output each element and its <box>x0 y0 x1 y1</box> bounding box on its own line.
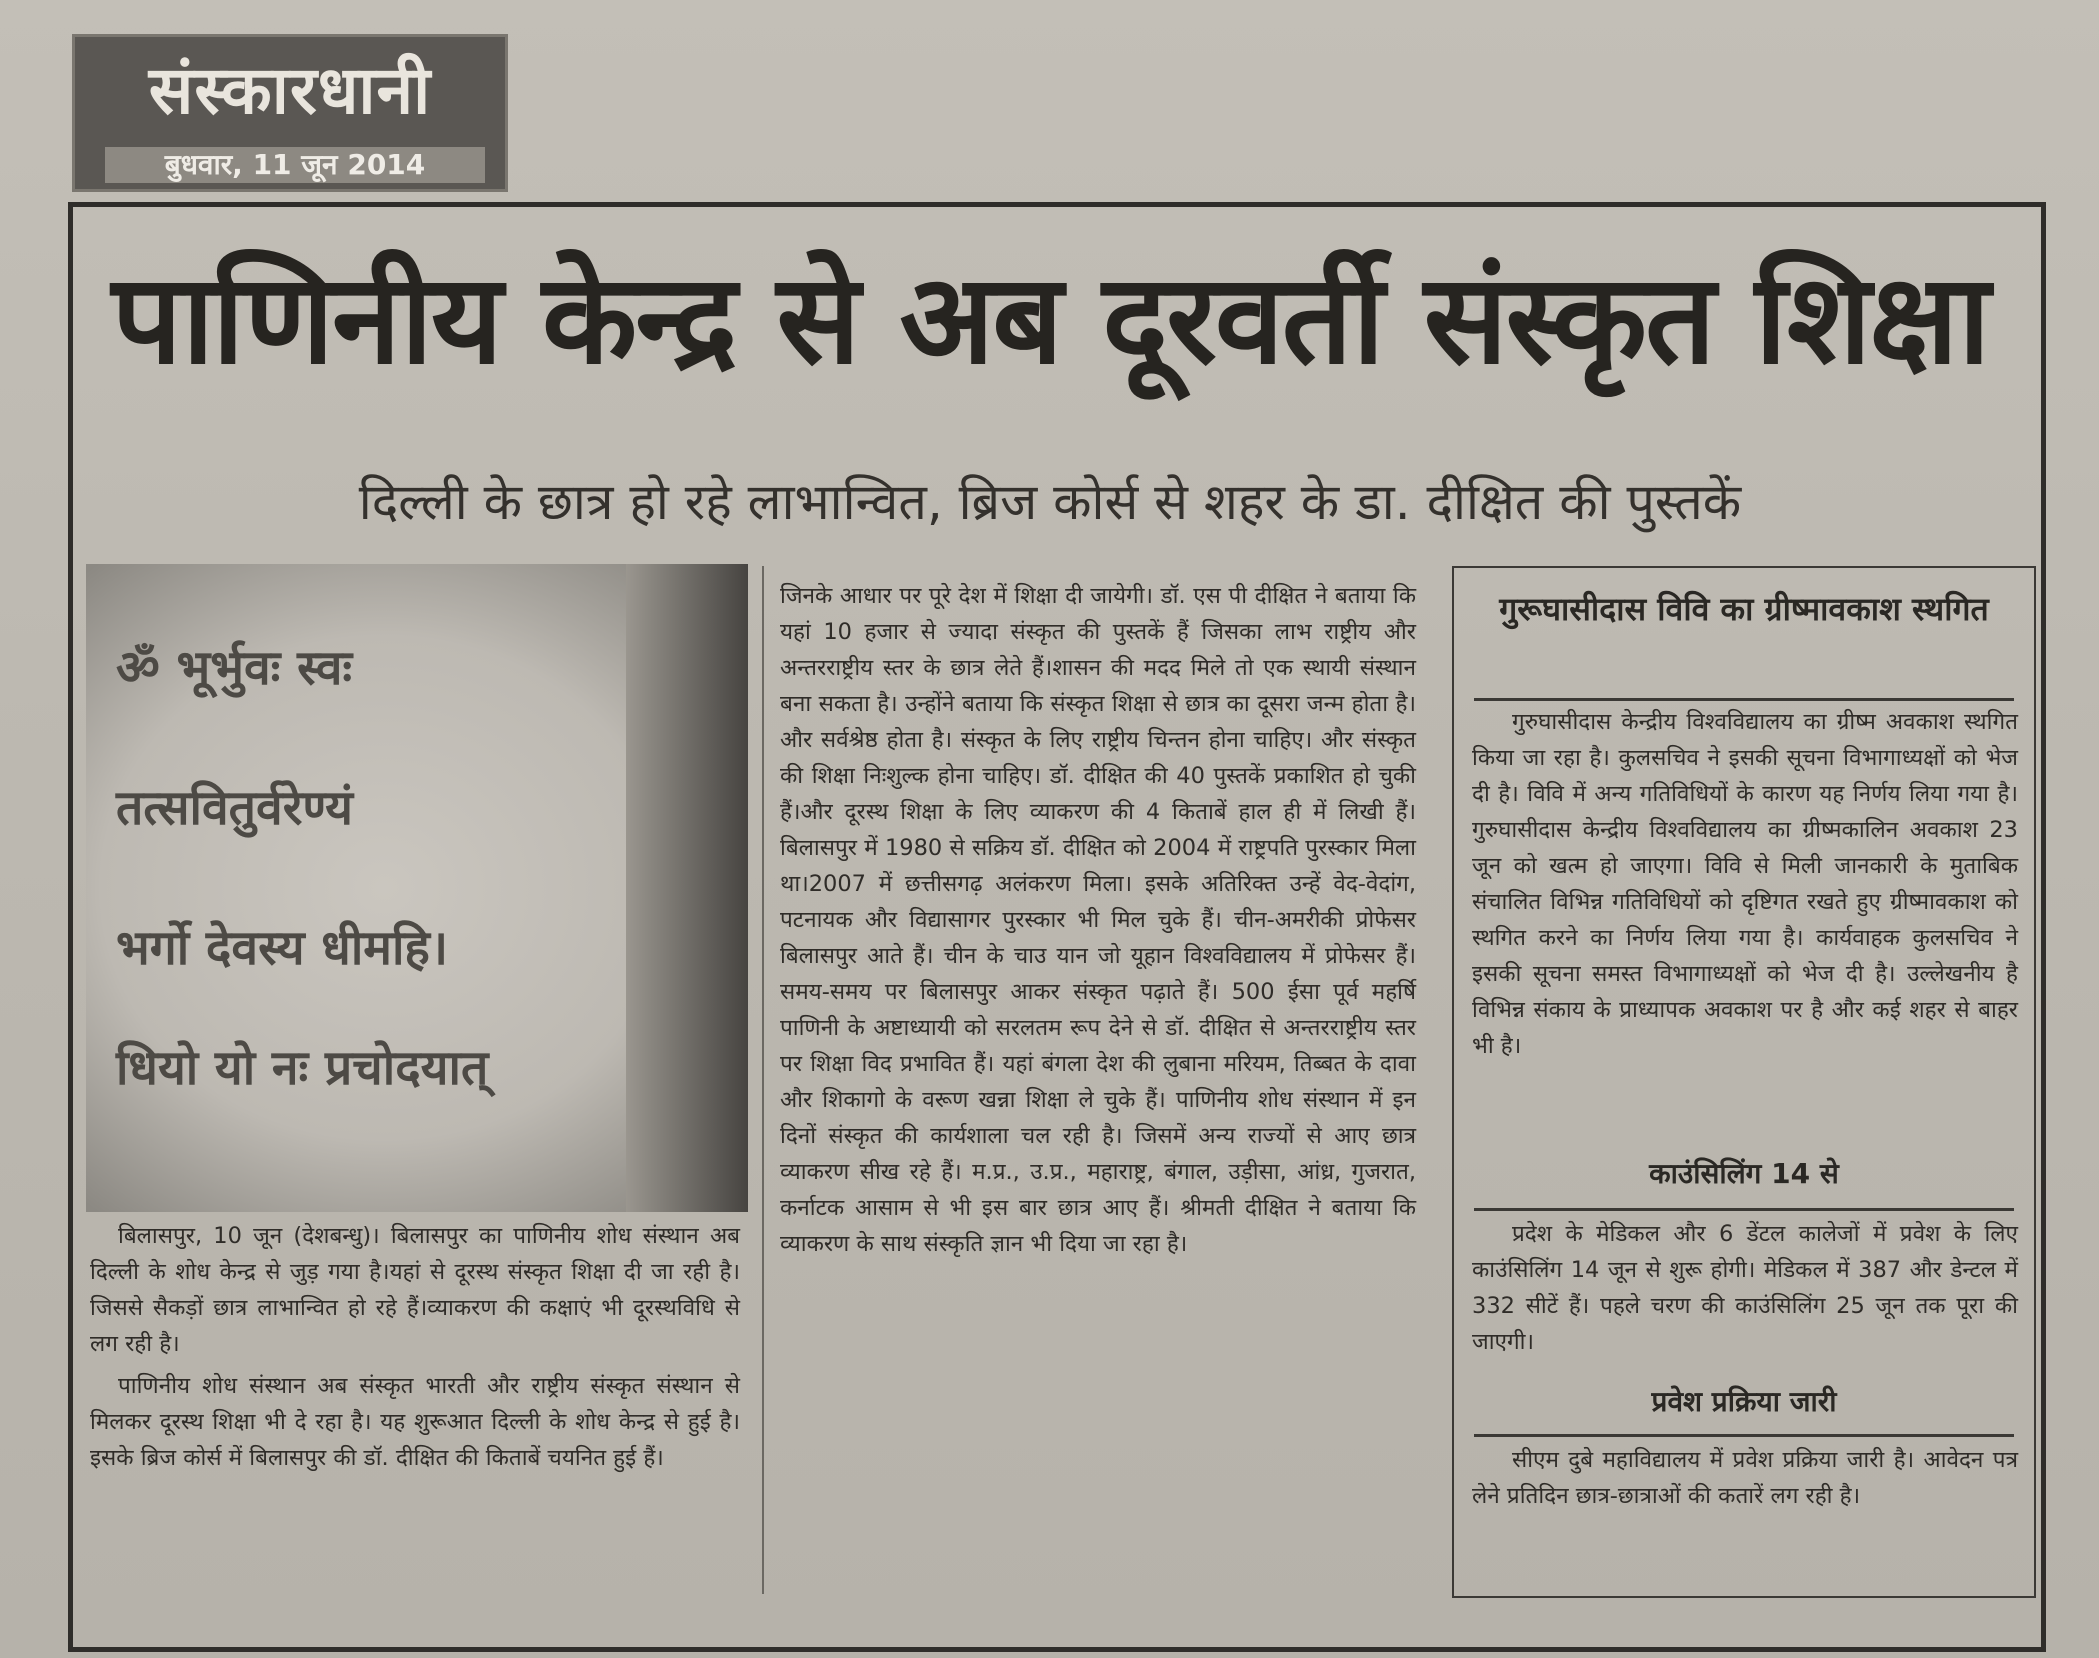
article-paragraph: पाणिनीय शोध संस्थान अब संस्कृत भारती और राष्ट्रीय संस्कृत संस्थान से मिलकर दूरस्थ शिक्षा भी दे रहा है। यह शुरूआत दिल्ली के शोध केन्द्र से हुई है। इसके ब्रिज कोर्स में बिलासपुर की डॉ. दीक्षित की किताबें चयनित हुई हैं। <box>90 1373 740 1471</box>
photo-text-line: ॐ भूर्भुवः स्वः <box>116 640 353 696</box>
column-divider <box>762 566 764 1594</box>
sidebar-rule <box>1474 1434 2014 1437</box>
sidebar-title: गुरूघासीदास विवि का ग्रीष्मावकाश स्थगित <box>1499 590 1989 628</box>
sidebar-subheading: काउंसिलिंग 14 से <box>1649 1157 1839 1190</box>
photo-text-line: भर्गो देवस्य धीमहि। <box>116 920 449 976</box>
sidebar-rule <box>1474 1208 2014 1211</box>
sidebar-paragraph <box>1472 1216 2018 1360</box>
sidebar-text: प्रदेश के मेडिकल और 6 डेंटल कालेजों में प्रवेश के लिए काउंसिलिंग 14 जून से शुरू होगी। मेडिकल में 387 और डेन्टल में 332 सीटें हैं। पहले चरण की काउंसिलिंग 25 जून तक पूरा की जाएगी। <box>1472 1221 2018 1355</box>
article-column-1 <box>90 1218 740 1482</box>
photo-text-line: धियो यो नः प्रचोदयात् <box>116 1040 489 1096</box>
subheadline: दिल्ली के छात्र हो रहे लाभान्वित, ब्रिज कोर्स से शहर के डा. दीक्षित की पुस्तकें <box>358 473 1742 531</box>
sidebar-paragraph <box>1472 704 2018 1064</box>
sidebar-paragraph <box>1472 1442 2018 1514</box>
article-paragraph: बिलासपुर, 10 जून (देशबन्धु)। बिलासपुर का पाणिनीय शोध संस्थान अब दिल्ली के शोध केन्द्र से जुड़ गया है।यहां से दूरस्थ संस्कृत शिक्षा दी जा रही है।जिससे सैकड़ों छात्र लाभान्वित हो रहे हैं।व्याकरण की कक्षाएं भी दूरस्थविधि से लग रही है। <box>90 1223 740 1357</box>
masthead-name: संस्कारधानी <box>148 52 432 129</box>
article-photo <box>86 564 748 1212</box>
sidebar-news-box <box>1452 566 2036 1598</box>
sidebar-rule <box>1474 698 2014 701</box>
headline: पाणिनीय केन्द्र से अब दूरवर्ती संस्कृत शिक्षा <box>111 248 1989 392</box>
article-column-2: जिनके आधार पर पूरे देश में शिक्षा दी जायेगी। डॉ. एस पी दीक्षित ने बताया कि यहां 10 हजार से ज्यादा संस्कृत की पुस्तकें हैं जिसका लाभ राष्ट्रीय और अन्तरराष्ट्रीय स्तर के छात्र लेते हैं।शासन की मदद मिले तो एक स्थायी संस्थान बना सकता है। उन्होंने बताया कि संस्कृत शिक्षा से छात्र का दूसरा जन्म होता है। और सर्वश्रेष्ठ होता है। संस्कृत के लिए राष्ट्रीय चिन्तन होना चाहिए। और संस्कृत की शिक्षा निःशुल्क होना चाहिए। डॉ. दीक्षित की 40 पुस्तकें प्रकाशित हो चुकी हैं।और दूरस्थ शिक्षा के लिए व्याकरण की 4 किताबें हाल ही में लिखी हैं। बिलासपुर में 1980 से सक्रिय डॉ. दीक्षित को 2004 में राष्ट्रपति पुरस्कार मिला था।2007 में छत्तीसगढ़ अलंकरण मिला। इसके अतिरिक्त उन्हें वेद-वेदांग, पटनायक और विद्यासागर पुरस्कार भी मिल चुके हैं। चीन-अमरीकी प्रोफेसर बिलासपुर आते हैं। चीन के चाउ यान जो यूहान विश्वविद्यालय में प्रोफेसर हैं। समय-समय पर बिलासपुर आकर संस्कृत पढ़ाते हैं। 500 ईसा पूर्व महर्षि पाणिनी के अष्टाध्यायी को सरलतम रूप देने से डॉ. दीक्षित से अन्तरराष्ट्रीय स्तर पर शिक्षा विद प्रभावित हैं। यहां बंगला देश की लुबाना मरियम, तिब्बत के दावा और शिकागो के वरूण खन्ना शिक्षा ले चुके हैं। पाणिनीय शोध संस्थान में इन दिनों संस्कृत की कार्यशाला चल रही है। जिसमें अन्य राज्यों से आए छात्र व्याकरण सीख रहे हैं। म.प्र., उ.प्र., महाराष्ट्र, बंगाल, उड़ीसा, आंध्र, गुजरात, कर्नाटक आसाम से भी इस बार छात्र आए हैं। श्रीमती दीक्षित ने बताया कि व्याकरण के साथ संस्कृति ज्ञान भी दिया जा रहा है। <box>780 583 1416 1257</box>
photo-text-line: तत्सवितुर्वरेण्यं <box>116 780 353 836</box>
photo-shadow <box>626 564 748 1212</box>
sidebar-text: गुरुघासीदास केन्द्रीय विश्वविद्यालय का ग्रीष्म अवकाश स्थगित किया जा रहा है। कुलसचिव ने इसकी सूचना विभागाध्यक्षों को भेज दी है। विवि में अन्य गतिविधियों के कारण यह निर्णय लिया गया है। गुरुघासीदास केन्द्रीय विश्वविद्यालय का ग्रीष्मकालिन अवकाश 23 जून को खत्म हो जाएगा। विवि से मिली जानकारी के मुताबिक संचालित विभिन्न गतिविधियों को दृष्टिगत रखते हुए ग्रीष्मावकाश को स्थगित करने का निर्णय लिया गया है। कार्यवाहक कुलसचिव ने इसकी सूचना समस्त विभागाध्यक्षों को भेज दी है। उल्लेखनीय है विभिन्न संकाय के प्राध्यापक अवकाश पर है और कई शहर से बाहर भी है। <box>1472 709 2018 1059</box>
masthead-date: बुधवार, 11 जून 2014 <box>105 147 485 183</box>
sidebar-text: सीएम दुबे महाविद्यालय में प्रवेश प्रक्रिया जारी है। आवेदन पत्र लेने प्रतिदिन छात्र-छात्राओं की कतारें लग रही है। <box>1472 1447 2018 1509</box>
masthead <box>72 34 508 192</box>
sidebar-subheading: प्रवेश प्रक्रिया जारी <box>1651 1385 1837 1418</box>
